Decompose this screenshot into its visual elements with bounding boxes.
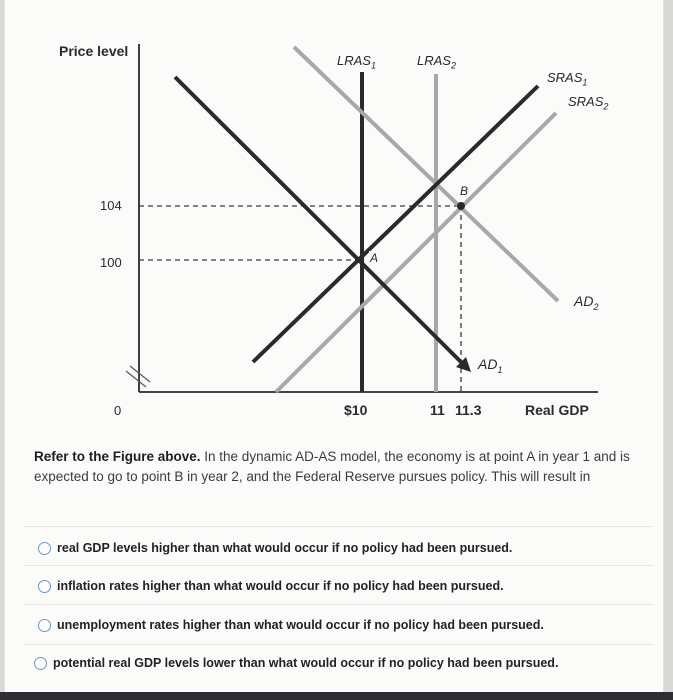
sras2-line	[276, 113, 556, 392]
answer-option-1[interactable]	[38, 538, 512, 558]
lras2-label: $LRAS_2$	[417, 53, 456, 71]
y-tick-100: 100	[100, 255, 122, 270]
lras1-label: $LRAS_1$	[337, 53, 376, 71]
y-axis-label: Price level	[59, 43, 129, 59]
y-tick-104: 104	[100, 198, 122, 213]
x-tick-11: 11	[430, 402, 445, 418]
answer-option-2[interactable]	[38, 576, 504, 596]
x-tick-10: $10	[344, 402, 368, 418]
radio-button[interactable]	[38, 619, 51, 632]
option-label: potential real GDP levels lower than what would occur if no policy had been pursued.	[53, 656, 559, 670]
sras1-label: $SRAS_1$	[547, 70, 588, 88]
x-axis-label: Real GDP	[525, 402, 589, 418]
question-text	[34, 447, 662, 487]
bottom-bar	[0, 692, 673, 700]
option-label: real GDP levels higher than what would occur if no policy had been pursued.	[57, 541, 513, 555]
ad2-line	[294, 47, 558, 301]
ad1-line	[175, 77, 463, 364]
option-label: unemployment rates higher than what would occur if no policy had been pursued.	[57, 618, 544, 632]
sras1-line	[253, 86, 538, 362]
question-body: In the dynamic AD-AS model, the economy is at point A in year 1 and is expected to go to point B in year 2, and the Federal Reserve pursues policy. This will result in	[34, 449, 630, 484]
radio-button[interactable]	[34, 657, 47, 670]
point-a-label: A	[370, 251, 379, 265]
separator	[24, 604, 654, 605]
axis-break-mark	[126, 366, 150, 387]
x-tick-11-3: 11.3	[455, 402, 482, 418]
radio-button[interactable]	[38, 580, 51, 593]
answer-option-3[interactable]	[38, 615, 544, 635]
separator	[24, 565, 654, 566]
ad2-label: $AD_2$	[574, 293, 599, 312]
separator	[24, 526, 654, 527]
point-b-label: B	[460, 184, 469, 198]
radio-button[interactable]	[38, 542, 51, 555]
answer-option-4[interactable]	[34, 653, 558, 673]
ad1-label: $AD_1$	[478, 356, 503, 375]
x-tick-0: 0	[114, 403, 122, 418]
point-b-marker	[457, 202, 465, 210]
question-lead: Refer to the Figure above.	[34, 449, 201, 464]
sras2-label: $SRAS_2$	[568, 94, 609, 112]
separator	[24, 644, 654, 645]
option-label: inflation rates higher than what would occur if no policy had been pursued.	[57, 579, 504, 593]
